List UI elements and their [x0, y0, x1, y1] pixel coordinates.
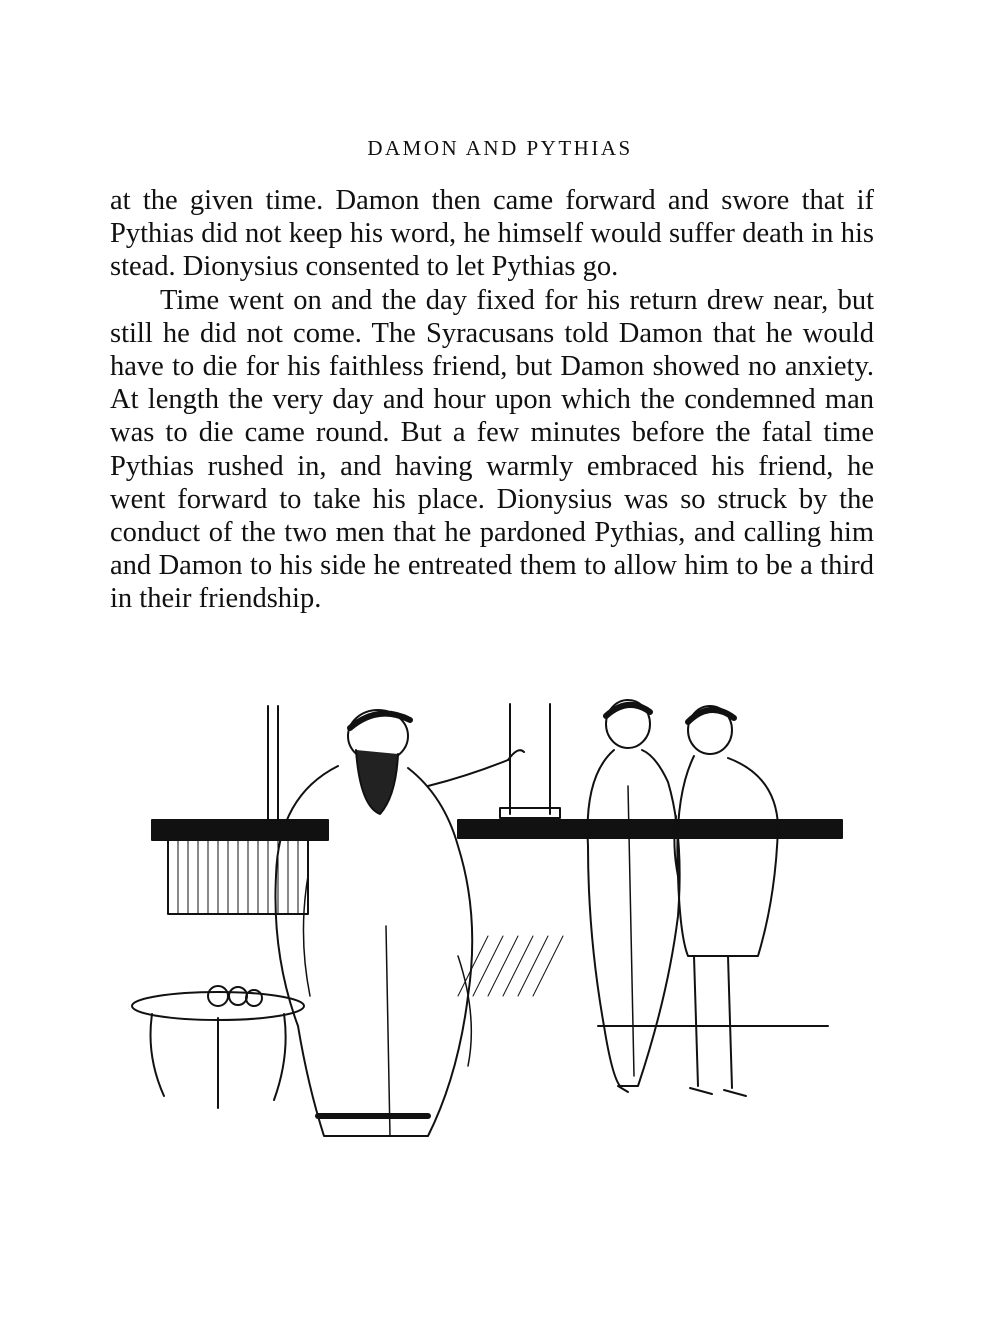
dionysius-arm [428, 760, 508, 786]
pythias-legs [694, 956, 732, 1088]
wall-band-left [152, 820, 328, 840]
floor-shading [458, 936, 563, 996]
dionysius-beard [356, 750, 398, 814]
dionysius-robe-fold [386, 926, 390, 1136]
paragraph-continuation: at the given time. Damon then came forward and swore that if Pythias did not keep his word, he himself would suffer death in his stead. Dionysius consented to let Pythias go. [110, 185, 874, 283]
fruit-1 [208, 986, 228, 1006]
dionysius-robe-fold-2 [303, 876, 310, 996]
figure-damon [588, 700, 680, 1092]
wall-panel-hatching [178, 840, 298, 914]
pythias-tunic [677, 756, 778, 956]
body-text [110, 184, 874, 616]
pythias-sandals [690, 1088, 746, 1096]
wall-band-right [458, 820, 842, 838]
paragraph-damon-pythias-return: Time went on and the day fixed for his return drew near, but still he did not come. The Syracusans told Damon that he would have to die for his faithless friend, but Damon showed no anxiety. At length the very day and hour upon which the condemned man was to die came round. But a few minutes before the fatal time Pythias rushed in, and having warmly embraced his friend, he went forward to take his place. Dionysius was so struck by the conduct of the two men that he pardoned Pythias, and calling him and Damon to his side he entreated them to allow him to be a third in their friendship. [110, 284, 874, 615]
figure-pythias [674, 706, 778, 1096]
illustration-drawing [128, 696, 850, 1150]
table-leg-left [151, 1014, 165, 1096]
table-leg-right [274, 1014, 286, 1100]
illustration-dionysius-damon-pythias [128, 696, 850, 1150]
figure-dionysius [275, 710, 524, 1136]
side-table [132, 986, 304, 1108]
running-title: DAMON AND PYTHIAS [367, 136, 633, 160]
fruit-2 [229, 987, 247, 1005]
